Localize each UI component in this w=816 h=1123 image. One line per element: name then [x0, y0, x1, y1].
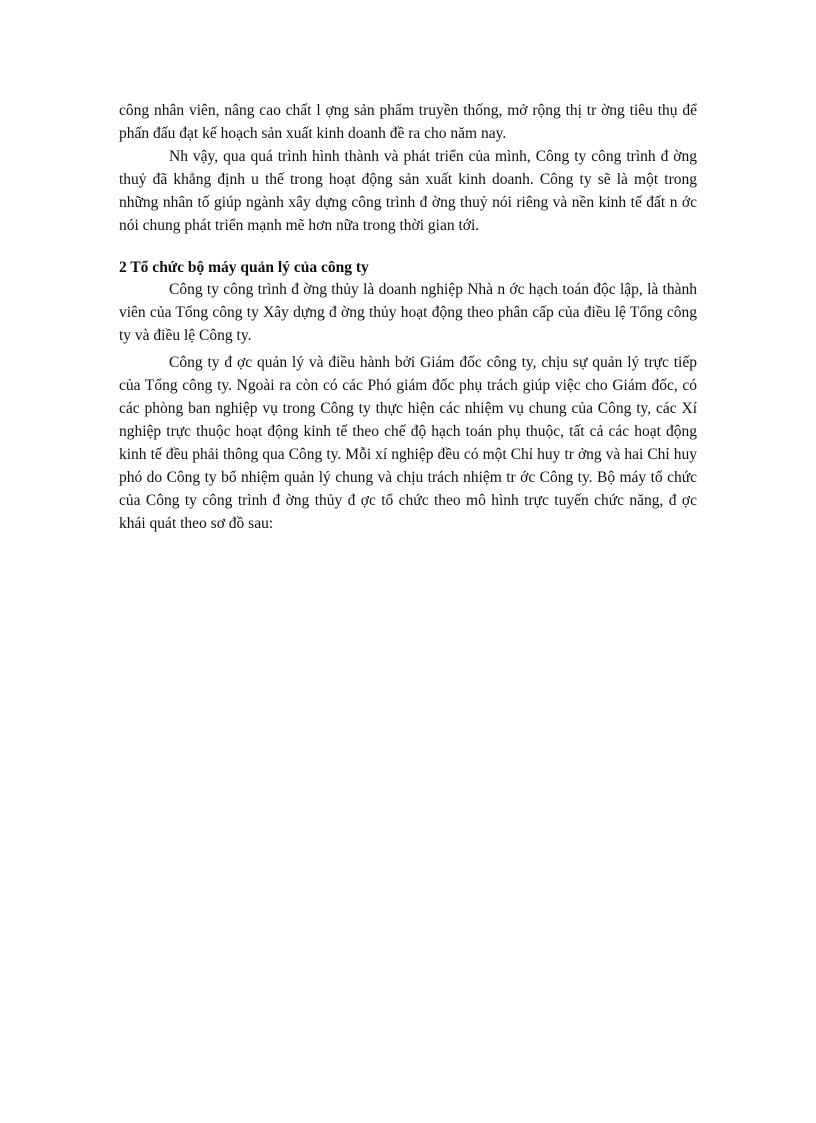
paragraph-management-structure: Công ty đ ợc quản lý và điều hành bởi Giám đốc công ty, chịu sự quản lý trực tiếp của Tổng công ty. Ngoài ra còn có các Phó giám đốc phụ trách giúp việc cho Giám đốc, có các phòng ban nghiệp vụ trong Công ty thực hiện các nhiệm vụ chung của Công ty, các Xí nghiệp trực thuộc hoạt động kinh tế theo chế độ hạch toán phụ thuộc, tất cả các hoạt động kinh tế đều phải thông qua Công ty. Mỗi xí nghiệp đều có một Chỉ huy tr ởng và hai Chỉ huy phó do Công ty bổ nhiệm quản lý chung và chịu trách nhiệm tr ớc Công ty. Bộ máy tổ chức của Công ty công trình đ ờng thủy đ ợc tổ chức theo mô hình trực tuyến chức năng, đ ợc khái quát theo sơ đồ sau: — [119, 354, 697, 532]
paragraph-continuation: công nhân viên, nâng cao chất l ợng sản phẩm truyền thống, mở rộng thị tr ờng tiêu thụ để phấn đấu đạt kế hoạch sản xuất kinh doanh đề ra cho năm nay. — [119, 102, 697, 142]
paragraph-summary: Nh vậy, qua quá trình hình thành và phát triển của mình, Công ty công trình đ ờng thuỷ đã khẳng định u thế trong hoạt động sản xuất kinh doanh. Công ty sẽ là một trong những nhân tố giúp ngành xây dựng công trình đ ờng thuỷ nói riêng và nền kinh tế đất n ớc nói chung phát triển mạnh mẽ hơn nữa trong thời gian tới. — [119, 148, 697, 234]
section-heading: 2 Tổ chức bộ máy quản lý của công ty — [119, 259, 369, 276]
paragraph-company-status: Công ty công trình đ ờng thủy là doanh nghiệp Nhà n ớc hạch toán độc lập, là thành viên của Tổng công ty Xây dựng đ ờng thủy hoạt động theo phân cấp của điều lệ Tổng công ty và điều lệ Công ty. — [119, 281, 697, 344]
document-body — [119, 99, 697, 535]
